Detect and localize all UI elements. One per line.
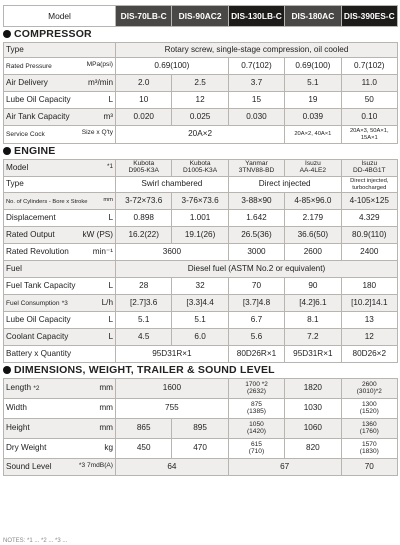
sound-level-row: Sound Level *3 7mdB(A) 64 67 70 xyxy=(4,459,398,476)
rated-output-row: Rated Output kW (PS) 16.2(22) 19.1(26) 26.5(36) 36.6(50) 80.9(110) xyxy=(4,227,398,244)
displacement-row: Displacement L 0.898 1.001 1.642 2.179 4.329 xyxy=(4,210,398,227)
dimensions-heading: DIMENSIONS, WEIGHT, TRAILER & SOUND LEVEL xyxy=(3,363,400,378)
fuel-row: Fuel Diesel fuel (ASTM No.2 or equivalent) xyxy=(4,261,398,278)
compressor-lube-row: Lube Oil Capacity L 10 12 15 19 50 xyxy=(4,92,398,109)
model-col-5: DIS-390ES-C xyxy=(341,6,397,27)
engine-type-row: Type Swirl chambered Direct injected Direct injected, turbocharged xyxy=(4,177,398,193)
compressor-table xyxy=(3,42,398,144)
rated-pressure-row: Rated Pressure MPa(psi) 0.69(100) 0.7(102) 0.69(100) 0.7(102) xyxy=(4,58,398,75)
fuel-tank-row: Fuel Tank Capacity L 28 32 70 90 180 xyxy=(4,278,398,295)
rated-revolution-row: Rated Revolution min⁻¹ 3600 3000 2600 2400 xyxy=(4,244,398,261)
engine-table xyxy=(3,159,398,363)
dry-weight-row: Dry Weight kg 450 470 615 (710) 820 1570 (1830) xyxy=(4,439,398,459)
footnote: NOTES: *1 ... *2 ... *3 ... xyxy=(3,538,68,544)
model-col-3: DIS-130LB-C xyxy=(228,6,284,27)
coolant-row: Coolant Capacity L 4.5 6.0 5.6 7.2 12 xyxy=(4,329,398,346)
compressor-heading: COMPRESSOR xyxy=(3,27,400,42)
cylinders-row: No. of Cylinders - Bore x Stroke mm 3-72×73.6 3-76×73.6 3-88×90 4-85×96.0 4-105×125 xyxy=(4,193,398,210)
compressor-type-row: Type Rotary screw, single-stage compression, oil cooled xyxy=(4,43,398,58)
dimensions-table xyxy=(3,378,398,476)
battery-row: Battery x Quantity 95D31R×1 80D26R×1 95D31R×1 80D26×2 xyxy=(4,346,398,363)
engine-heading: ENGINE xyxy=(3,144,400,159)
engine-lube-row: Lube Oil Capacity L 5.1 5.1 6.7 8.1 13 xyxy=(4,312,398,329)
height-row: Height mm 865 895 1050 (1420) 1060 1360 (1760) xyxy=(4,419,398,439)
spec-sheet xyxy=(0,5,400,545)
model-col-2: DIS-90AC2 xyxy=(172,6,228,27)
model-col-4: DIS-180AC xyxy=(285,6,341,27)
model-col-1: DIS-70LB-C xyxy=(116,6,172,27)
engine-model-row: Model *1 Kubota D905-K3A Kubota D1005-K3A Yanmar 3TNV88-BD Isuzu AA-4LE2 Isuzu DD-4BG1T xyxy=(4,160,398,177)
bullet-icon xyxy=(3,366,11,374)
width-row: Width mm 755 875 (1385) 1030 1300 (1520) xyxy=(4,399,398,419)
air-delivery-row: Air Delivery m³/min 2.0 2.5 3.7 5.1 11.0 xyxy=(4,75,398,92)
air-tank-row: Air Tank Capacity m³ 0.020 0.025 0.030 0.039 0.10 xyxy=(4,109,398,126)
model-header-table xyxy=(3,5,398,27)
model-header-label: Model xyxy=(4,6,116,27)
bullet-icon xyxy=(3,147,11,155)
fuel-consumption-row: Fuel Consumption *3 L/h [2.7]3.6 [3.3]4.4 [3.7]4.8 [4.2]6.1 [10.2]14.1 xyxy=(4,295,398,312)
length-row: Length *2 mm 1600 1700 *2 (2632) 1820 2600 (3010)*2 xyxy=(4,379,398,399)
model-header-row xyxy=(4,6,398,27)
service-cock-row: Service Cock Size x Q'ty 20A×2 20A×2, 40A×1 20A×3, 50A×1, 15A×1 xyxy=(4,126,398,144)
bullet-icon xyxy=(3,30,11,38)
